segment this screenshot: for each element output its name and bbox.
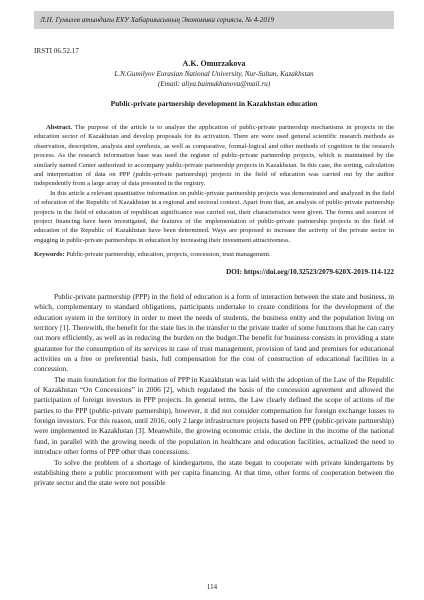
running-header-text: Л.Н. Гумилев атындағы ЕҰУ Хабаршысының Экономика сериясы, № 4-2019 bbox=[40, 16, 275, 24]
running-header bbox=[34, 11, 394, 29]
abstract-text-1: The purpose of the article is to analyze the application of public-private partnership mechanisms in projects in the education sector of Kazakhstan and develop proposals for its activation. There are were used general scientific research methods as observation, description, analysis and synthesis, as well as comparative, formal-logical and other methods of cognition in the research process. As the research information base was used the register of public-private partnership projects, which is maintained by the similarly named Center authorized to accompany public-private partnership projects in Kazakhstan. In this case, the sorting, calculation and interpretation of data on PPP (public-private partnership) projects in the field of education was carried out by the author independently from a large array of data presented in the registry. bbox=[34, 124, 394, 188]
keywords-line bbox=[34, 250, 394, 259]
body-paragraph-1: Public-private partnership (PPP) in the field of education is a form of interaction between the state and business, in which, complementary to standard obligations, participants undertake to create conditions for the development of the education system in the territory in order to meet the needs of students, the business entity and the population living on territory [1]. Therewith, the benefit for the state lies in the transfer to the private trader of some functions that he can carry out more efficiently, as well as in reducing the burden on the budget.The benefit for business consists in providing a state guarantee for the consumption of its services in case of trust management, provision of land and premises for educational activities on a free or preferential basis, full compensation for the cost of construction of educational facilities in a concession. bbox=[34, 292, 394, 374]
abstract-section bbox=[34, 123, 394, 245]
abstract-paragraph-1 bbox=[34, 123, 394, 189]
body-paragraph-3: To solve the problem of a shortage of kindergartens, the state began to cooperate with private kindergartens by establishing there a public procurement with per capita financing. At that time, other forms of cooperation between the private sector and the state were not possible bbox=[34, 457, 394, 488]
article-title: Public-private partnership development in Kazakhstan education bbox=[110, 99, 318, 108]
doi-line: DOI: https://doi.org/10.32523/2079-620X-2019-114-122 bbox=[226, 268, 394, 276]
abstract-label: Abstract. bbox=[46, 124, 72, 131]
irsti-code: IRSTI 06.52.17 bbox=[34, 47, 79, 55]
author-affiliation: L.N.Gumilyov Eurasian National University, Nur-Sultan, Kazakhstan bbox=[114, 70, 314, 78]
abstract-paragraph-2: In this article a relevant quantitative information on public-private partnership projects was demonstrated and analyzed in the field of education of the Republic of Kazakhstan in a regional and sectoral context. Apart from that, an analysis of public-private partnership projects in the field of education of republican significance was carried out, their characteristics were given. The forms and sources of project financing have been investigated, the features of the implementation of public-private partnership projects in the field of education of the Republic of Kazakhstan have been determined. Ways are proposed to increase the activity of the private sector in engaging in public-private partnerships in education by increasing their investment attractiveness. bbox=[34, 189, 394, 244]
body-paragraph-2: The main foundation for the formation of PPP in Kazakhstan was laid with the adoption of the Law of the Republic of Kazakhstan “On Concessions” in 2006 [2], which regulated the basis of the concession agreement and allowed the participation of foreign investors in PPP projects. In general terms, the Law clearly defined the scope of actions of the parties to the PPP (public-private partnership), however, it did not consider compensation for foreign exchange losses to foreign investors. For this reason, until 2016, only 2 large infrastructure projects based on PPP (public-private partnership) were implemented in Kazakhstan [3]. Meanwhile, the growing economic crisis, the decline in the income of the national fund, in parallel with the growing needs of the population in healthcare and education facilities, actualized the need to introduce other forms of PPP other than concessions. bbox=[34, 374, 394, 457]
page-number: 114 bbox=[206, 583, 218, 591]
author-email: (Email: aliya.baimukhanova@mail.ru) bbox=[157, 80, 271, 88]
body-text bbox=[34, 292, 394, 489]
author-name: A.K. Omurzakova bbox=[182, 59, 246, 68]
keywords-text: Public-private partnership, education, projects, concession, trust management. bbox=[66, 251, 271, 258]
keywords-label: Keywords: bbox=[34, 251, 65, 258]
